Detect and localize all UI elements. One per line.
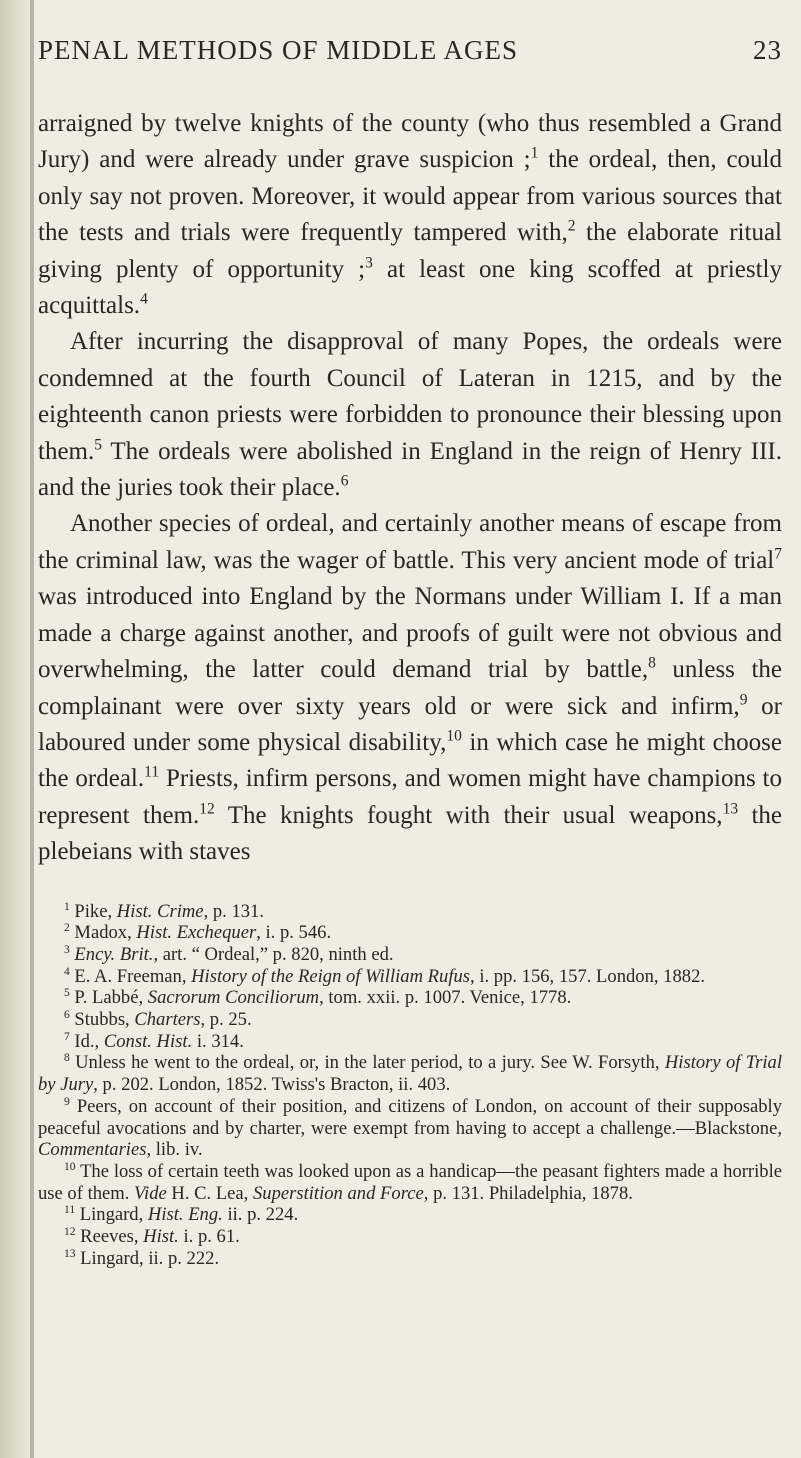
footnote-ref: 3: [365, 254, 373, 272]
footnote-3: $^3$ Ency. Brit., art. “ Ordeal,” p. 820, ninth ed.: [64, 943, 394, 965]
footnote-ref: 6: [340, 472, 349, 490]
footnote-11: $^{11}$ Lingard, Hist. Eng. ii. p. 224.: [64, 1204, 299, 1226]
footnote-ref: 4: [140, 290, 148, 308]
footnote-ref: 11: [144, 763, 160, 781]
footnote-1: $^1$ Pike, Hist. Crime, p. 131.: [64, 900, 264, 922]
book-page: [38, 30, 782, 1269]
footnote-5: $^5$ P. Labbé, Sacrorum Conciliorum, tom. xxii. p. 1007. Venice, 1778.: [64, 987, 572, 1009]
footnote-12: $^{12}$ Reeves, Hist. i. p. 61.: [64, 1225, 240, 1248]
footnote-ref: 12: [199, 800, 215, 818]
footnote-ref: 9: [739, 691, 748, 709]
footnotes: [38, 901, 782, 1270]
footnote-ref: 5: [94, 436, 102, 454]
running-head: [38, 30, 782, 70]
page-gutter: [0, 0, 34, 1458]
footnote-ref: 2: [567, 217, 576, 235]
paragraph-3: Another species of ordeal, and certainly another means of escape from the criminal law, was the wager of battle. This very ancient mode of trial$^7$ was introduced into England by the Normans under William I. If a man made a charge against another, and proofs of guilt were not obvious and overwhelming, the latter could demand trial by battle,$^8$ unless the complainant were over sixty years old or were sick and infirm,$^9$ or laboured under some physical disability,$^{10}$ in which case he might choose the ordeal.$^{11}$ Priests, infirm persons, and women might have champions to represent them.$^{12}$ The knights fought with their usual weapons,$^{13}$ the plebeians with staves: [38, 510, 782, 866]
footnote-8: $^8$ Unless he went to the ordeal, or, in the later period, to a jury. See W. Forsyth, History of Trial by Jury, p. 202. London, 1852. Twiss's Bracton, ii. 403.: [38, 1052, 782, 1096]
footnote-ref: 7: [774, 545, 782, 563]
footnote-10: $^{10}$ The loss of certain teeth was looked upon as a handicap—the peasant fighters made a horrible use of them. Vide H. C. Lea, Superstition and Force, p. 131. Philadelphia, 1878.: [38, 1160, 783, 1204]
binding-edge: [30, 0, 34, 1458]
footnote-ref: 10: [446, 727, 462, 745]
running-head-title: PENAL METHODS OF MIDDLE AGES: [38, 35, 519, 65]
footnote-ref: 13: [722, 800, 739, 818]
body-text: [38, 106, 782, 871]
paragraph-2: After incurring the disapproval of many Popes, the ordeals were condemned at the fourth Council of Lateran in 1215, and by the eighteenth canon priests were forbidden to pronounce their blessing upon them.$^5$ The ordeals were abolished in England in the reign of Henry III. and the juries took their place.$^6$: [38, 328, 782, 502]
footnote-4: $^4$ E. A. Freeman, History of the Reign of William Rufus, i. pp. 156, 157. London, 1882.: [64, 965, 706, 987]
footnote-ref: 1: [530, 145, 539, 163]
paragraph-1: arraigned by twelve knights of the county (who thus resembled a Grand Jury) and were already under grave suspicion ;$^1$ the ordeal, then, could only say not proven. Moreover, it would appear from various sources that the tests and trials were frequently tampered with,$^2$ the elaborate ritual giving plenty of opportunity ;$^3$ at least one king scoffed at priestly acquittals.$^4$: [38, 110, 782, 320]
footnote-7: $^7$ Id., Const. Hist. i. 314.: [64, 1030, 244, 1052]
footnote-6: $^6$ Stubbs, Charters, p. 25.: [64, 1008, 252, 1031]
page-number: 23: [753, 35, 782, 65]
footnote-ref: 8: [648, 654, 656, 672]
footnote-13: $^{13}$ Lingard, ii. p. 222.: [64, 1247, 220, 1269]
footnote-2: $^2$ Madox, Hist. Exchequer, i. p. 546.: [64, 922, 332, 944]
footnote-9: $^9$ Peers, on account of their position, and citizens of London, on account of their supposably peaceful avocations and by charter, were exempt from having to accept a challenge.—Blackstone, Commentaries, lib. iv.: [38, 1095, 782, 1161]
